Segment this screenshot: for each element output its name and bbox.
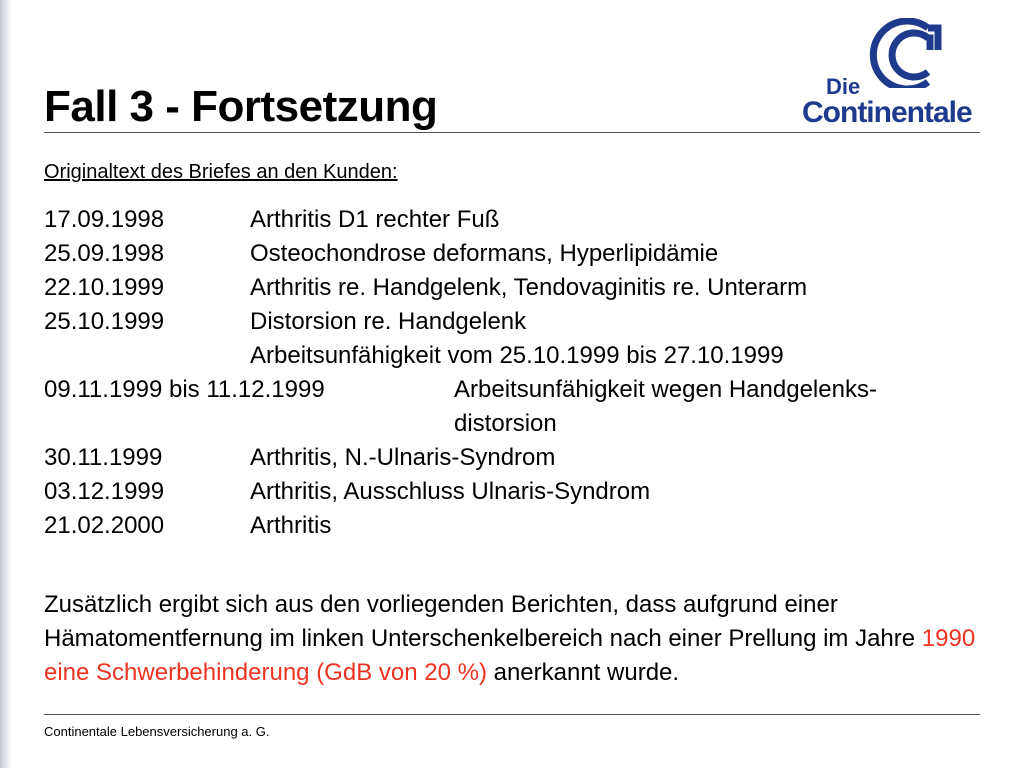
summary-text-before: Zusätzlich ergibt sich aus den vorliegenden Berichten, dass aufgrund einer Hämatomentfernung im linken Unterschenkelbereich nach einer Prellung im Jahre [44,591,922,652]
entry-text: Distorsion re. Handgelenk [250,308,527,335]
entry-row [44,509,1004,543]
entry-row [44,475,1004,509]
footer-divider [44,714,980,715]
entry-text: Arbeitsunfähigkeit vom 25.10.1999 bis 27.10.1999 [250,342,784,369]
entry-date: 30.11.1999 [44,444,163,471]
entry-text: Arthritis D1 rechter Fuß [250,206,500,233]
letter-subtitle: Originaltext des Briefes an den Kunden: [44,161,398,183]
summary-text-after: anerkannt wurde. [486,659,680,686]
footer-company: Continentale Lebensversicherung a. G. [44,724,270,739]
entry-row [44,441,1004,475]
entry-date: 17.09.1998 [44,206,165,233]
entry-date: 21.02.2000 [44,512,165,539]
entry-text-continued: distorsion [454,410,557,437]
continentale-logo [800,18,985,130]
entry-text: Arthritis, N.-Ulnaris-Syndrom [250,444,556,471]
letter-entries [44,203,1004,543]
entry-date: 03.12.1999 [44,478,165,505]
entry-text: Osteochondrose deformans, Hyperlipidämie [250,240,719,267]
entry-row [44,271,1004,305]
left-edge-stripe [0,0,12,768]
entry-row-continuation [44,339,1004,373]
entry-row [44,203,1004,237]
logo-die-text: Die [826,74,861,99]
entry-date: 25.10.1999 [44,308,165,335]
logo-continentale-text: Continentale [802,96,972,129]
entry-row [44,305,1004,339]
summary-highlight: 1990 eine Schwerbehinderung (GdB von 20 %) [44,625,976,686]
entry-text: Arthritis re. Handgelenk, Tendovaginitis re. Unterarm [250,274,808,301]
summary-paragraph [44,588,1004,690]
entry-date: 22.10.1999 [44,274,165,301]
entry-text: Arthritis, Ausschluss Ulnaris-Syndrom [250,478,651,505]
entry-text: Arbeitsunfähigkeit wegen Handgelenks- [454,376,877,403]
entry-row [44,237,1004,271]
entry-text: Arthritis [250,512,332,539]
entry-date-range: 09.11.1999 bis 11.12.1999 [44,376,325,403]
slide-title: Fall 3 - Fortsetzung [44,82,438,131]
entry-date: 25.09.1998 [44,240,165,267]
entry-row [44,373,1004,441]
title-divider [44,132,980,133]
